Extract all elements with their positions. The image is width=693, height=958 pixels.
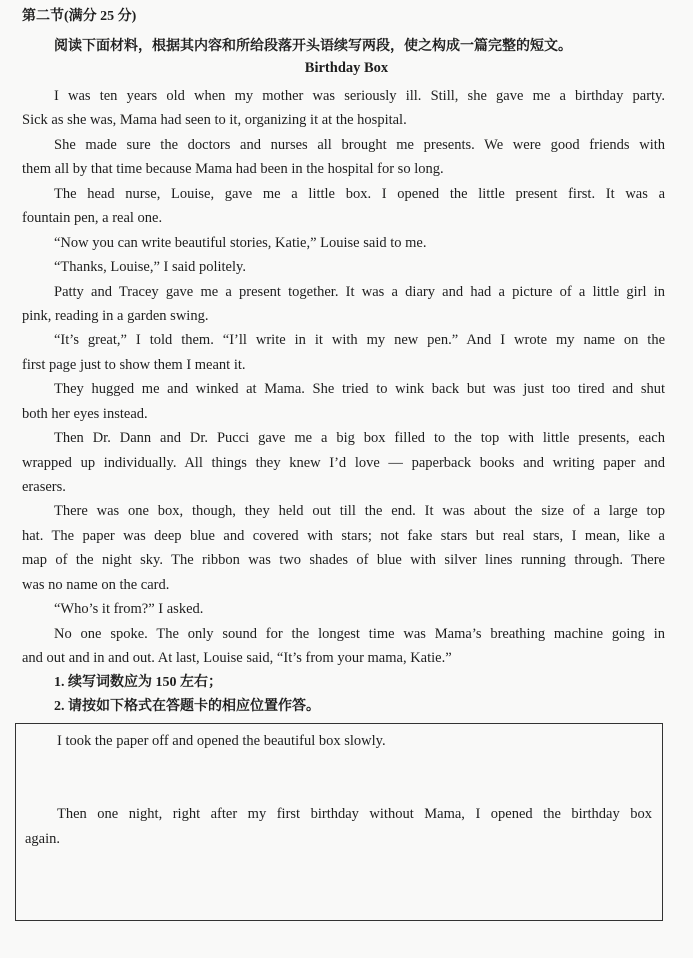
story-paragraph	[22, 280, 665, 329]
story-paragraph	[22, 622, 665, 671]
story-line: “Who’s it from?” I asked.	[54, 601, 204, 618]
requirement-item: 1. 续写词数应为 150 左右；	[54, 674, 222, 690]
story-line: They hugged me and winked at Mama. She tried to wink back but was just too tired and shut	[54, 381, 665, 398]
story-line: and out and in and out. At last, Louise said, “It’s from your mama, Katie.”	[22, 650, 452, 667]
story-paragraph	[22, 328, 665, 377]
story-line: I was ten years old when my mother was seriously ill. Still, she gave me a birthday party.	[54, 88, 665, 104]
paragraph-2-opening-line: again.	[25, 830, 61, 847]
story-paragraph	[22, 377, 665, 426]
story-line: Then Dr. Dann and Dr. Pucci gave me a big box filled to the top with little presents, each	[54, 430, 665, 447]
story-paragraph	[22, 231, 665, 255]
section-title: 第二节(满分 25 分)	[22, 9, 137, 24]
story-line: hat. The paper was deep blue and covered with stars; not fake stars but real stars, I mean, like a	[22, 527, 665, 544]
instruction: 阅读下面材料，根据其内容和所给段落开头语续写两段，使之构成一篇完整的短文。	[54, 39, 572, 54]
story-paragraph	[22, 133, 665, 182]
story-line: Patty and Tracey gave me a present together. It was a diary and had a picture of a little girl in	[54, 283, 665, 300]
story-line: first page just to show them I meant it.	[22, 356, 246, 373]
story-paragraph	[22, 426, 665, 499]
story-line: wrapped up individually. All things they knew I’d love — paperback books and writing paper and	[22, 454, 665, 471]
story-line: both her eyes instead.	[22, 405, 148, 422]
story-line: No one spoke. The only sound for the longest time was Mama’s breathing machine going in	[54, 625, 665, 642]
story-line: “It’s great,” I told them. “I’ll write in it with my new pen.” And I wrote my name on the	[54, 332, 665, 349]
story-line: map of the night sky. The ribbon was two shades of blue with silver lines running through. There	[22, 552, 665, 569]
story-line: “Thanks, Louise,” I said politely.	[54, 259, 246, 276]
story-paragraph	[22, 182, 665, 231]
story-line: She made sure the doctors and nurses all brought me presents. We were good friends with	[54, 136, 665, 153]
story-paragraph	[22, 84, 665, 133]
story-line: Sick as she was, Mama had seen to it, organizing it at the hospital.	[22, 112, 407, 129]
story-line: fountain pen, a real one.	[22, 210, 163, 227]
story-line: The head nurse, Louise, gave me a little box. I opened the little present first. It was a	[54, 185, 665, 202]
story-paragraph	[22, 499, 665, 597]
answer-box-text	[25, 729, 652, 851]
story-title: Birthday Box	[304, 60, 389, 76]
story-text	[22, 84, 665, 719]
story-line: was no name on the card.	[22, 576, 170, 593]
story-line: “Now you can write beautiful stories, Katie,” Louise said to me.	[54, 234, 427, 251]
story-paragraph	[22, 597, 665, 621]
blank-space	[25, 753, 652, 802]
paragraph-1-opening: I took the paper off and opened the beautiful box slowly.	[57, 733, 386, 749]
story-line: them all by that time because Mama had been in the hospital for so long.	[22, 161, 444, 178]
story-line: There was one box, though, they held out till the end. It was about the size of a large top	[54, 503, 665, 520]
answer-box	[15, 723, 663, 921]
story-line: pink, reading in a garden swing.	[22, 307, 209, 324]
requirement-item: 2. 请按如下格式在答题卡的相应位置作答。	[54, 698, 320, 714]
story-paragraph	[22, 255, 665, 279]
story-line: erasers.	[22, 479, 66, 495]
paragraph-2-opening-line: Then one night, right after my first birthday without Mama, I opened the birthday box	[57, 806, 652, 823]
